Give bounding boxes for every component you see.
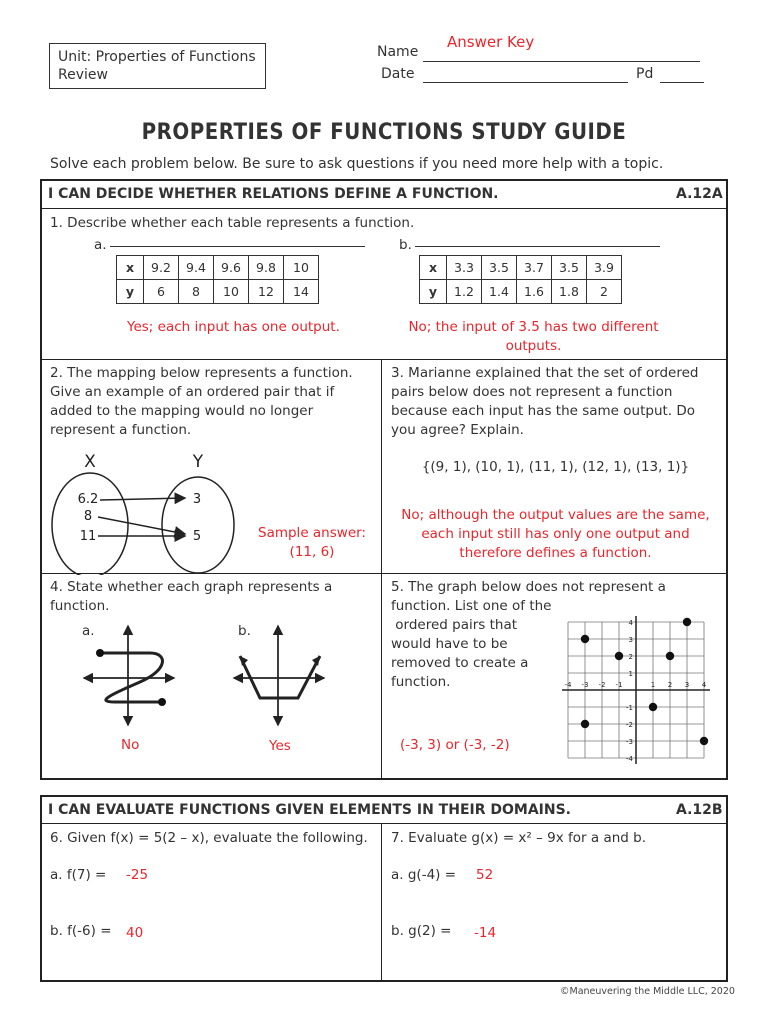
data-point xyxy=(666,652,674,660)
q1-a-blank xyxy=(110,246,365,247)
table-cell: 9.2 xyxy=(144,256,179,280)
domain-value: 6.2 xyxy=(77,492,99,507)
q7-b-label: b. g(2) = xyxy=(391,923,452,939)
y-tick-label: -3 xyxy=(626,738,633,746)
q1-b-blank xyxy=(415,246,660,247)
q4-prompt xyxy=(50,578,332,616)
q6-a-label: a. f(7) = xyxy=(50,867,107,883)
instructions: Solve each problem below. Be sure to ask questions if you need more help with a topic. xyxy=(50,156,664,172)
table-cell: 1.4 xyxy=(482,280,517,304)
copyright-footer: ©Maneuvering the Middle LLC, 2020 xyxy=(560,986,735,997)
q1-answer-b-line1: No; the input of 3.5 has two different xyxy=(408,319,659,335)
pd-label: Pd xyxy=(636,66,654,82)
table-cell: 9.6 xyxy=(214,256,249,280)
q4-answer-b: Yes xyxy=(269,738,291,754)
q2-line: 2. The mapping below represents a function. xyxy=(50,365,353,381)
table-cell: 2 xyxy=(587,280,622,304)
q4-line: function. xyxy=(50,598,110,614)
q1-table-b xyxy=(419,255,622,304)
domain-oval xyxy=(52,473,128,575)
data-point xyxy=(581,720,589,728)
q1-b-label: b. xyxy=(399,237,412,253)
mapping-arrow xyxy=(100,498,185,500)
table-cell: 9.4 xyxy=(179,256,214,280)
q6-a-answer: -25 xyxy=(126,867,149,883)
table-cell: 6 xyxy=(144,280,179,304)
table-header-y: y xyxy=(420,280,447,304)
table-cell: 3.7 xyxy=(517,256,552,280)
data-point xyxy=(649,703,657,711)
q1-answer-b xyxy=(392,318,675,356)
mapping-x-label: X xyxy=(84,452,96,472)
unit-line-2: Review xyxy=(58,67,108,83)
divider-q1 xyxy=(40,359,728,360)
table-cell: 10 xyxy=(284,256,319,280)
table-cell: 3.5 xyxy=(552,256,587,280)
section1-standard: A.12A xyxy=(676,186,723,202)
q3-answer-line: therefore defines a function. xyxy=(459,545,652,561)
mapping-arrow xyxy=(98,517,185,534)
table-cell: 12 xyxy=(249,280,284,304)
table-cell: 1.2 xyxy=(447,280,482,304)
unit-box xyxy=(49,43,266,89)
q1-prompt: 1. Describe whether each table represents a function. xyxy=(50,215,415,231)
q3-ordered-pairs: {(9, 1), (10, 1), (11, 1), (12, 1), (13, 1)} xyxy=(421,459,690,475)
q5-coordinate-grid xyxy=(560,606,715,772)
y-tick-label: 4 xyxy=(628,619,633,627)
table-header-y: y xyxy=(117,280,144,304)
q5-line: would have to be xyxy=(391,636,508,652)
q5-answer: (-3, 3) or (-3, -2) xyxy=(400,737,510,753)
pd-underline xyxy=(660,82,704,83)
x-tick-label: 1 xyxy=(650,681,656,689)
q5-line: function. xyxy=(391,674,451,690)
q4-graph-a xyxy=(80,620,180,732)
table-header-x: x xyxy=(420,256,447,280)
graph-a-endpoint xyxy=(96,649,104,657)
q6-b-answer: 40 xyxy=(126,925,144,941)
q4-answer-a: No xyxy=(121,737,140,753)
q3-prompt xyxy=(391,364,698,440)
q3-answer-line: each input still has only one output and xyxy=(421,526,690,542)
section2-header-divider xyxy=(40,823,728,824)
table-header-x: x xyxy=(117,256,144,280)
x-tick-label: -2 xyxy=(598,681,606,689)
q5-line: removed to create a xyxy=(391,655,529,671)
y-tick-label: -4 xyxy=(626,755,633,763)
q3-line: you agree? Explain. xyxy=(391,422,524,438)
table-cell: 1.8 xyxy=(552,280,587,304)
q2-answer-line2: (11, 6) xyxy=(289,544,335,560)
q5-line: function. List one of the xyxy=(391,598,552,614)
q1-a-label: a. xyxy=(94,237,107,253)
table-cell: 1.6 xyxy=(517,280,552,304)
q7-b-answer: -14 xyxy=(474,925,497,941)
x-tick-label: 4 xyxy=(701,681,707,689)
unit-line-1: Unit: Properties of Functions xyxy=(58,49,256,65)
data-point xyxy=(615,652,623,660)
x-tick-label: -1 xyxy=(615,681,623,689)
q3-answer xyxy=(383,506,728,563)
section1-heading: I CAN DECIDE WHETHER RELATIONS DEFINE A FUNCTION. xyxy=(48,186,499,202)
domain-value: 11 xyxy=(79,529,97,544)
q2-line: represent a function. xyxy=(50,422,192,438)
q2-answer xyxy=(252,524,372,562)
q1-table-a xyxy=(116,255,319,304)
table-cell: 3.5 xyxy=(482,256,517,280)
q6-prompt: 6. Given f(x) = 5(2 – x), evaluate the following. xyxy=(50,830,368,846)
range-value: 3 xyxy=(192,492,202,507)
q7-prompt: 7. Evaluate g(x) = x² – 9x for a and b. xyxy=(391,830,646,846)
q1-answer-a: Yes; each input has one output. xyxy=(127,319,340,335)
domain-value: 8 xyxy=(83,509,93,524)
q4-graph-b xyxy=(230,620,330,732)
q2-answer-line1: Sample answer: xyxy=(258,525,366,541)
table-cell: 9.8 xyxy=(249,256,284,280)
q1-answer-b-line2: outputs. xyxy=(505,338,562,354)
table-cell: 3.3 xyxy=(447,256,482,280)
q3-line: because each input has the same output. Do xyxy=(391,403,696,419)
table-cell: 8 xyxy=(179,280,214,304)
column-divider-2 xyxy=(381,823,382,982)
q3-line: pairs below does not represent a function xyxy=(391,384,673,400)
section2-heading: I CAN EVALUATE FUNCTIONS GIVEN ELEMENTS IN THEIR DOMAINS. xyxy=(48,802,571,818)
column-divider-1 xyxy=(381,359,382,780)
table-cell: 3.9 xyxy=(587,256,622,280)
name-underline xyxy=(423,61,700,62)
graph-b-curve xyxy=(240,656,320,698)
x-tick-label: 3 xyxy=(684,681,690,689)
x-tick-label: 2 xyxy=(667,681,673,689)
x-tick-label: -4 xyxy=(564,681,572,689)
graph-a-endpoint xyxy=(158,698,166,706)
y-tick-label: 3 xyxy=(628,636,633,644)
q7-a-answer: 52 xyxy=(476,867,494,883)
data-point xyxy=(581,635,589,643)
mapping-y-label: Y xyxy=(192,452,204,472)
q2-line: added to the mapping would no longer xyxy=(50,403,314,419)
y-tick-label: -1 xyxy=(626,704,633,712)
section1-header-divider xyxy=(40,208,728,209)
q4-line: 4. State whether each graph represents a xyxy=(50,579,333,595)
y-tick-label: 1 xyxy=(628,670,633,678)
name-value: Answer Key xyxy=(447,33,535,51)
q2-line: Give an example of an ordered pair that if xyxy=(50,384,335,400)
q2-mapping-diagram xyxy=(40,445,280,575)
q4-a-label: a. xyxy=(82,623,95,639)
table-cell: 10 xyxy=(214,280,249,304)
q5-line: 5. The graph below does not represent a xyxy=(391,579,666,595)
q6-b-label: b. f(-6) = xyxy=(50,923,112,939)
q7-a-label: a. g(-4) = xyxy=(391,867,457,883)
y-tick-label: 2 xyxy=(628,653,633,661)
table-cell: 14 xyxy=(284,280,319,304)
name-label: Name xyxy=(377,44,419,60)
date-underline xyxy=(423,82,628,83)
q5-line: ordered pairs that xyxy=(391,617,518,633)
y-tick-label: -2 xyxy=(626,721,633,729)
q3-line: 3. Marianne explained that the set of ordered xyxy=(391,365,699,381)
page-title: PROPERTIES OF FUNCTIONS STUDY GUIDE xyxy=(141,120,627,145)
data-point xyxy=(700,737,708,745)
q3-answer-line: No; although the output values are the same, xyxy=(401,507,710,523)
date-label: Date xyxy=(381,66,415,82)
section2-standard: A.12B xyxy=(676,802,723,818)
q4-b-label: b. xyxy=(238,623,251,639)
q2-prompt xyxy=(50,364,353,440)
data-point xyxy=(683,618,691,626)
range-value: 5 xyxy=(192,529,202,544)
x-tick-label: -3 xyxy=(581,681,589,689)
